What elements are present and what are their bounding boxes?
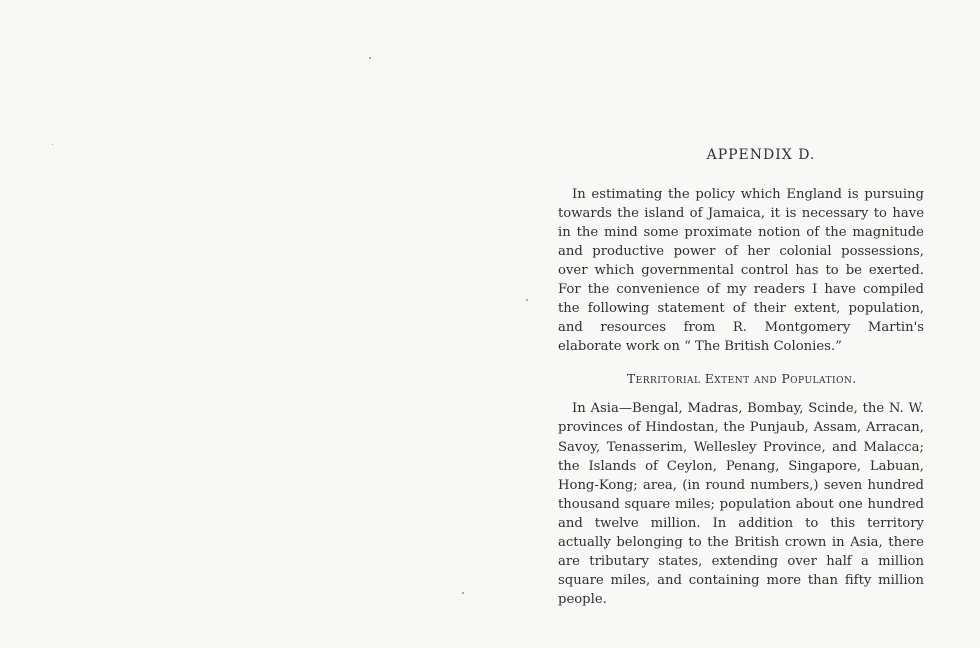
appendix-heading: APPENDIX D. [706,147,816,163]
section-subheading: Territorial Extent and Population. [627,372,857,387]
paper-speck [52,144,53,145]
asia-paragraph: In Asia—Bengal, Madras, Bombay, Scinde, the N. W. provinces of Hindostan, the Punjaub, Assam, Arracan, Savoy, Tenasserim, Wellesley Province, and Malacca; the Islands of Ceylon, Penang, Singapore, Labuan, Hong-Kong; area, (in round numbers,) seven hundred thousand square miles; population about one hundred and twelve million. In addition to this territory actually belonging to the British crown in Asia, there are tributary states, extending over half a million square miles, and containing more than fifty million people. [558,401,924,607]
paper-speck [369,57,371,59]
text-column [558,146,924,609]
paper-speck [462,592,464,594]
intro-paragraph: In estimating the policy which England is pursuing towards the island of Jamaica, it is necessary to have in the mind some proximate notion of the magnitude and productive power of her colonial possessions, over which governmental control has to be exerted. For the convenience of my readers I have compiled the following statement of their extent, population, and resources from R. Montgomery Martin's elaborate work on “ The British Colonies.” [558,187,924,355]
paper-speck [526,299,528,301]
